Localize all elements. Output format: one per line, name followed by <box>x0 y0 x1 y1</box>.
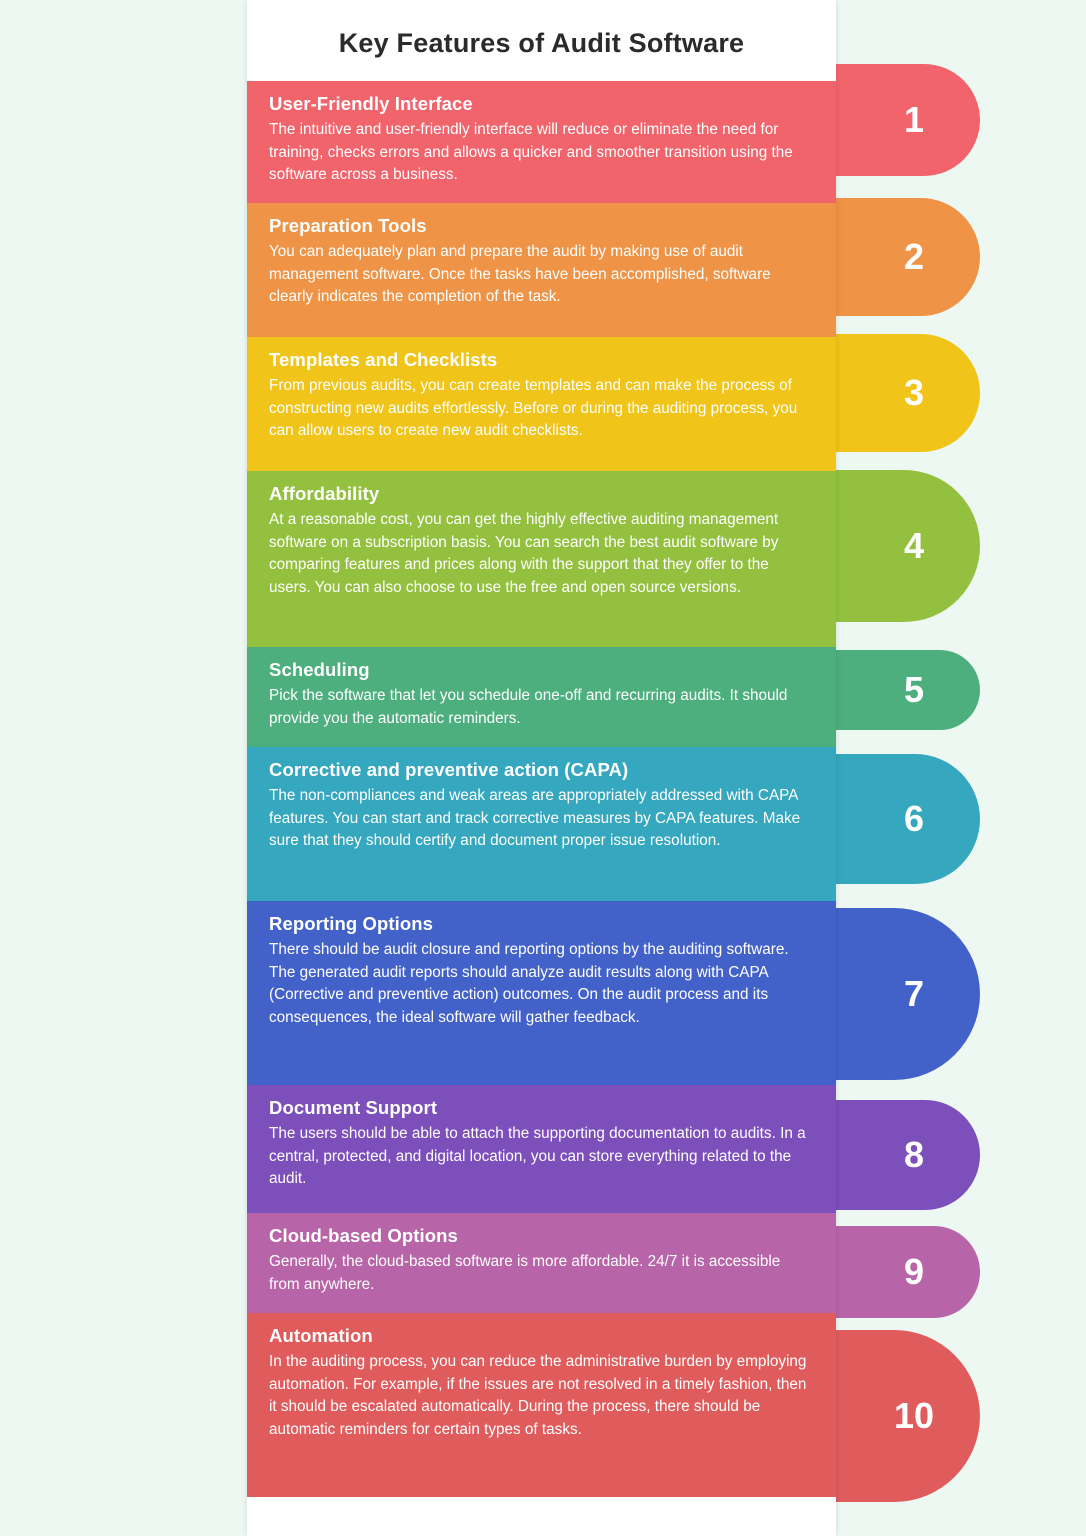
feature-row <box>247 81 836 203</box>
feature-body: At a reasonable cost, you can get the highly effective auditing management software on a subscription basis. You can search the best audit software by comparing features and prices along with the support that they offer to the users. You can also choose to use the free and open source versions. <box>269 511 779 596</box>
feature-number: 9 <box>903 1251 925 1292</box>
feature-number: 8 <box>903 1134 925 1175</box>
feature-row <box>247 1085 836 1213</box>
feature-heading: Document Support <box>269 1097 438 1118</box>
feature-row <box>247 337 836 471</box>
feature-row <box>247 647 836 747</box>
feature-number-pill <box>836 334 980 452</box>
feature-body: The non-compliances and weak areas are appropriately addressed with CAPA features. You can start and track corrective measures by CAPA features. Make sure that they should certify and document proper issue resolution. <box>269 787 801 850</box>
feature-number: 5 <box>903 669 925 710</box>
feature-number: 7 <box>903 973 925 1014</box>
feature-body: The users should be able to attach the supporting documentation to audits. In a central, protected, and digital location, you can store everything related to the audit. <box>269 1125 806 1188</box>
feature-row <box>247 1313 836 1497</box>
feature-number-pill <box>836 470 980 622</box>
feature-number-pill <box>836 650 980 730</box>
feature-heading: Preparation Tools <box>269 215 427 236</box>
feature-row <box>247 471 836 647</box>
feature-number: 2 <box>903 236 925 277</box>
feature-heading: Reporting Options <box>269 913 434 934</box>
feature-heading: Scheduling <box>269 659 370 680</box>
feature-body: From previous audits, you can create templates and can make the process of constructing new audits effortlessly. Before or during the auditing process, you can allow users to create new audit checklists. <box>269 377 798 440</box>
feature-number-pill <box>836 64 980 176</box>
feature-row <box>247 747 836 901</box>
feature-number-pill <box>836 1100 980 1210</box>
feature-body: Generally, the cloud-based software is more affordable. 24/7 it is accessible from anywhere. <box>269 1253 781 1293</box>
feature-heading: Automation <box>269 1325 373 1346</box>
feature-number-pill <box>836 908 980 1080</box>
feature-heading: Templates and Checklists <box>269 349 498 370</box>
feature-number: 1 <box>903 99 925 140</box>
feature-body: There should be audit closure and reporting options by the auditing software. The generated audit reports should analyze audit results along with CAPA (Corrective and preventive action) outcomes. On the audit process and its consequences, the ideal software will gather feedback. <box>269 941 789 1026</box>
feature-number: 10 <box>893 1395 935 1436</box>
feature-number-pill <box>836 1330 980 1502</box>
feature-heading: Corrective and preventive action (CAPA) <box>269 759 629 780</box>
feature-number: 4 <box>903 525 925 566</box>
feature-number: 6 <box>903 798 925 839</box>
page-title: Key Features of Audit Software <box>338 28 745 58</box>
feature-row <box>247 901 836 1085</box>
feature-number-pill <box>836 754 980 884</box>
feature-body: You can adequately plan and prepare the audit by making use of audit management software. Once the tasks have been accomplished, software clearly indicates the completion of the task. <box>269 243 771 306</box>
feature-heading: Affordability <box>269 483 380 504</box>
feature-heading: Cloud-based Options <box>269 1225 458 1246</box>
feature-row <box>247 203 836 337</box>
feature-number-pill <box>836 198 980 316</box>
feature-body: The intuitive and user-friendly interface will reduce or eliminate the need for training, checks errors and allows a quicker and smoother transition using the software across a business. <box>269 121 793 184</box>
feature-card <box>247 0 836 1536</box>
feature-list <box>247 81 836 1497</box>
feature-number-pill <box>836 1226 980 1318</box>
feature-heading: User-Friendly Interface <box>269 93 473 114</box>
feature-body: Pick the software that let you schedule one-off and recurring audits. It should provide you the automatic reminders. <box>269 687 788 727</box>
feature-body: In the auditing process, you can reduce the administrative burden by employing automation. For example, if the issues are not resolved in a timely fashion, then it should be escalated automatically. During the process, there should be automatic reminders for certain types of tasks. <box>269 1353 807 1438</box>
feature-row <box>247 1213 836 1313</box>
feature-number: 3 <box>903 372 925 413</box>
